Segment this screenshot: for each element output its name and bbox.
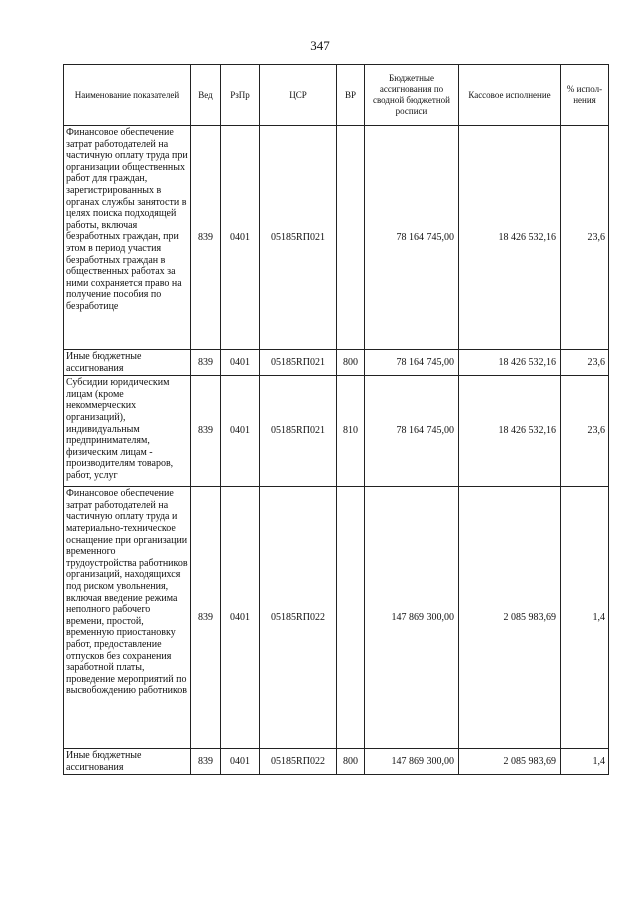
row-budget: 78 164 745,00 bbox=[365, 376, 459, 487]
row-vr bbox=[337, 126, 365, 350]
header-cash: Кассовое исполнение bbox=[459, 65, 561, 126]
row-cash: 18 426 532,16 bbox=[459, 376, 561, 487]
row-cash: 18 426 532,16 bbox=[459, 350, 561, 376]
row-percent: 23,6 bbox=[561, 350, 609, 376]
row-vr: 800 bbox=[337, 350, 365, 376]
row-rzpr: 0401 bbox=[221, 749, 260, 775]
row-csr: 05185RП021 bbox=[260, 126, 337, 350]
row-csr: 05185RП022 bbox=[260, 749, 337, 775]
row-percent: 23,6 bbox=[561, 126, 609, 350]
row-budget: 147 869 300,00 bbox=[365, 749, 459, 775]
budget-execution-table bbox=[63, 64, 609, 775]
row-name: Иные бюджетные ассигнования bbox=[64, 350, 191, 376]
row-cash: 2 085 983,69 bbox=[459, 749, 561, 775]
row-ved: 839 bbox=[191, 126, 221, 350]
table-row bbox=[64, 487, 609, 749]
row-budget: 147 869 300,00 bbox=[365, 487, 459, 749]
row-percent: 23,6 bbox=[561, 376, 609, 487]
header-name: Наименование показателей bbox=[64, 65, 191, 126]
row-ved: 839 bbox=[191, 376, 221, 487]
row-name: Субсидии юридическим лицам (кроме некоммерческих организаций), индивидуальным предпринимателям, физическим лицам - производителям товаров, работ, услуг bbox=[64, 376, 191, 487]
page-number: 347 bbox=[310, 38, 330, 53]
header-percent: % испол-нения bbox=[561, 65, 609, 126]
table-header-row bbox=[64, 65, 609, 126]
row-csr: 05185RП021 bbox=[260, 376, 337, 487]
header-csr: ЦСР bbox=[260, 65, 337, 126]
row-percent: 1,4 bbox=[561, 749, 609, 775]
row-csr: 05185RП022 bbox=[260, 487, 337, 749]
row-budget: 78 164 745,00 bbox=[365, 350, 459, 376]
row-name: Финансовое обеспечение затрат работодателей на частичную оплату труда и материально-техническое оснащение при организации временного трудоустройства работников организаций, находящихся под риском увольнения, включая введение режима неполного рабочего времени, простой, временную приостановку работ, предоставление отпусков без сохранения заработной платы, проведение мероприятий по высвобождению работников bbox=[64, 487, 191, 749]
row-percent: 1,4 bbox=[561, 487, 609, 749]
row-vr bbox=[337, 487, 365, 749]
table-row bbox=[64, 749, 609, 775]
header-budget: Бюджетные ассигнования по сводной бюджетной росписи bbox=[365, 65, 459, 126]
header-vr: ВР bbox=[337, 65, 365, 126]
row-rzpr: 0401 bbox=[221, 126, 260, 350]
row-cash: 18 426 532,16 bbox=[459, 126, 561, 350]
header-rzpr: РзПр bbox=[221, 65, 260, 126]
row-ved: 839 bbox=[191, 350, 221, 376]
row-ved: 839 bbox=[191, 487, 221, 749]
header-ved: Вед bbox=[191, 65, 221, 126]
table-row bbox=[64, 350, 609, 376]
row-rzpr: 0401 bbox=[221, 376, 260, 487]
row-name: Финансовое обеспечение затрат работодателей на частичную оплату труда при организации общественных работ для граждан, зарегистрированных в органах службы занятости в целях поиска подходящей работы, включая безработных граждан, при этом в период участия безработных граждан в общественных работах за ними сохраняется право на получение пособия по безработице bbox=[64, 126, 191, 350]
table-row bbox=[64, 126, 609, 350]
row-cash: 2 085 983,69 bbox=[459, 487, 561, 749]
row-rzpr: 0401 bbox=[221, 487, 260, 749]
row-csr: 05185RП021 bbox=[260, 350, 337, 376]
row-ved: 839 bbox=[191, 749, 221, 775]
table-row bbox=[64, 376, 609, 487]
row-rzpr: 0401 bbox=[221, 350, 260, 376]
row-name: Иные бюджетные ассигнования bbox=[64, 749, 191, 775]
row-budget: 78 164 745,00 bbox=[365, 126, 459, 350]
row-vr: 800 bbox=[337, 749, 365, 775]
row-vr: 810 bbox=[337, 376, 365, 487]
